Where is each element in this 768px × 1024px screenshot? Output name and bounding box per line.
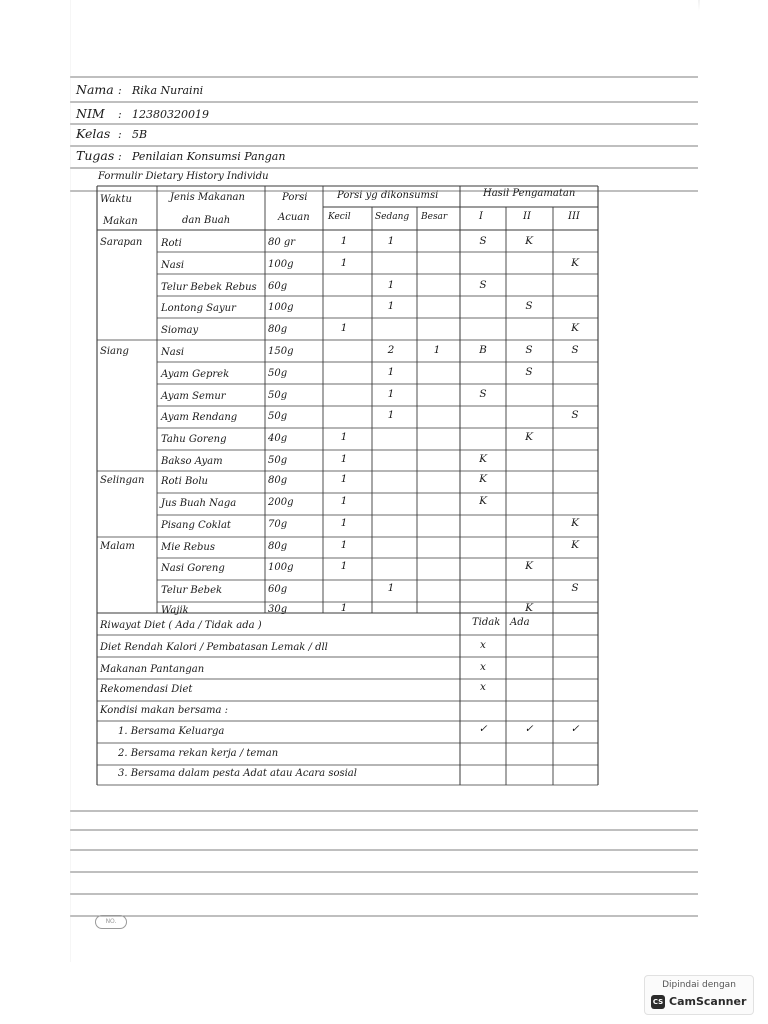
row-mark-kecil: 1 [340,322,348,334]
row-obs-1: K [479,495,487,507]
row-obs-1: S [479,388,487,400]
kondisi-item-label: 1. Bersama Keluarga [118,726,225,737]
row-portion: 100g [268,259,294,270]
header-obs-2: II [523,211,531,222]
row-obs-2: K [525,431,533,443]
row-portion: 50g [268,390,288,401]
row-obs-2: S [525,344,533,356]
row-mark-sedang: 1 [387,582,395,594]
row-mark-kecil: 1 [340,602,348,614]
row-food-name: Tahu Goreng [161,434,227,445]
camscanner-watermark [644,975,754,1015]
row-mark-kecil: 1 [340,495,348,507]
header-porsi: Porsi [282,192,308,203]
row-food-name: Nasi Goreng [161,563,225,574]
row-food-name: Telur Bebek [161,585,223,596]
row-food-name: Jus Buah Naga [161,498,237,509]
page-number-box: NO. [95,915,127,929]
row-mark-besar: 1 [433,344,441,356]
row-obs-1: S [479,235,487,247]
kondisi-check-2: ✓ [524,723,534,735]
kondisi-check-1: ✓ [478,723,488,735]
header-waktu: Waktu [100,194,132,205]
row-food-name: Bakso Ayam [161,456,223,467]
row-food-name: Roti Bolu [161,476,208,487]
row-meal-time: Selingan [100,475,145,486]
header-makan: Makan [103,216,138,227]
kondisi-item-label: 3. Bersama dalam pesta Adat atau Acara sosial [118,768,357,779]
header-kecil: Kecil [328,212,351,222]
row-portion: 100g [268,562,294,573]
row-obs-3: S [571,344,579,356]
history-item-mark: x [480,681,486,693]
row-food-name: Nasi [161,347,185,358]
header-label-kelas: Kelas [76,126,111,141]
row-food-name: Nasi [161,260,185,271]
row-portion: 50g [268,368,288,379]
history-item-label: Riwayat Diet ( Ada / Tidak ada ) [100,620,262,631]
header-value-nama: Rika Nuraini [132,84,204,97]
header-obs-1: I [479,211,483,222]
row-mark-kecil: 1 [340,431,348,443]
row-obs-3: S [571,582,579,594]
row-obs-1: B [479,344,487,356]
history-header-ada: Ada [510,617,530,628]
row-meal-time: Malam [100,541,135,552]
row-portion: 80 gr [268,237,296,248]
header-label-tugas: Tugas [76,148,115,163]
row-portion: 60g [268,584,288,595]
header-obs-3: III [568,211,580,222]
row-obs-2: S [525,366,533,378]
row-food-name: Siomay [161,325,199,336]
history-item-mark: x [480,639,486,651]
row-obs-2: K [525,560,533,572]
row-mark-kecil: 1 [340,453,348,465]
header-colon: : [118,108,122,121]
history-item-label: Diet Rendah Kalori / Pembatasan Lemak / dll [100,642,328,653]
row-mark-sedang: 1 [387,300,395,312]
header-value-nim: 12380320019 [132,108,209,121]
row-food-name: Ayam Semur [161,391,226,402]
header-colon: : [118,128,122,141]
row-obs-3: S [571,409,579,421]
row-portion: 50g [268,411,288,422]
kondisi-title: Kondisi makan bersama : [100,705,229,716]
history-item-mark: x [480,661,486,673]
row-portion: 80g [268,541,288,552]
row-mark-kecil: 1 [340,539,348,551]
row-obs-3: K [571,322,579,334]
header-acuan: Acuan [278,212,310,223]
header-jenis-makanan: Jenis Makanan [170,192,245,203]
row-mark-sedang: 1 [387,279,395,291]
header-dan-buah: dan Buah [182,215,231,226]
row-portion: 200g [268,497,294,508]
row-food-name: Roti [161,238,182,249]
kondisi-item-label: 2. Bersama rekan kerja / teman [118,748,279,759]
row-food-name: Telur Bebek Rebus [161,282,257,293]
header-hasil-pengamatan: Hasil Pengamatan [483,188,576,199]
header-value-tugas: Penilaian Konsumsi Pangan [132,150,286,163]
row-meal-time: Sarapan [100,237,143,248]
header-label-nama: Nama [76,82,114,97]
row-mark-kecil: 1 [340,235,348,247]
row-mark-sedang: 1 [387,235,395,247]
row-portion: 60g [268,281,288,292]
row-food-name: Ayam Rendang [161,412,238,423]
header-colon: : [118,84,122,97]
row-food-name: Ayam Geprek [161,369,230,380]
row-portion: 150g [268,346,294,357]
row-mark-sedang: 1 [387,366,395,378]
header-value-kelas: 5B [132,128,148,141]
history-item-label: Rekomendasi Diet [100,684,193,695]
row-food-name: Mie Rebus [161,542,215,553]
row-portion: 70g [268,519,288,530]
row-obs-3: K [571,257,579,269]
header-besar: Besar [421,212,448,222]
row-portion: 80g [268,475,288,486]
row-portion: 40g [268,433,288,444]
row-meal-time: Siang [100,346,129,357]
row-mark-sedang: 1 [387,409,395,421]
row-obs-2: K [525,235,533,247]
row-mark-sedang: 1 [387,388,395,400]
row-food-name: Pisang Coklat [161,520,231,531]
row-mark-kecil: 1 [340,560,348,572]
history-header-tidak: Tidak [472,617,501,628]
row-portion: 80g [268,324,288,335]
header-sedang: Sedang [375,212,410,222]
row-food-name: Wajik [161,605,189,616]
row-obs-1: K [479,453,487,465]
header-label-nim: NIM [76,106,105,121]
row-portion: 30g [268,604,288,615]
kondisi-check-3: ✓ [570,723,580,735]
row-obs-1: S [479,279,487,291]
header-porsi-dikonsumsi: Porsi yg dikonsumsi [337,190,439,201]
history-item-label: Makanan Pantangan [100,664,205,675]
row-obs-1: K [479,473,487,485]
row-mark-kecil: 1 [340,473,348,485]
row-mark-sedang: 2 [387,344,395,356]
notebook-page [70,0,698,962]
row-mark-kecil: 1 [340,257,348,269]
row-food-name: Lontong Sayur [161,303,236,314]
row-mark-kecil: 1 [340,517,348,529]
camscanner-logo-icon: CS [651,995,665,1009]
scanner-brand-text: CamScanner [669,995,747,1008]
row-portion: 50g [268,455,288,466]
row-portion: 100g [268,302,294,313]
form-title: Formulir Dietary History Individu [98,171,269,182]
header-colon: : [118,150,122,163]
row-obs-2: K [525,602,533,614]
row-obs-3: K [571,539,579,551]
scanner-by-text: Dipindai dengan [662,980,736,990]
row-obs-2: S [525,300,533,312]
row-obs-3: K [571,517,579,529]
